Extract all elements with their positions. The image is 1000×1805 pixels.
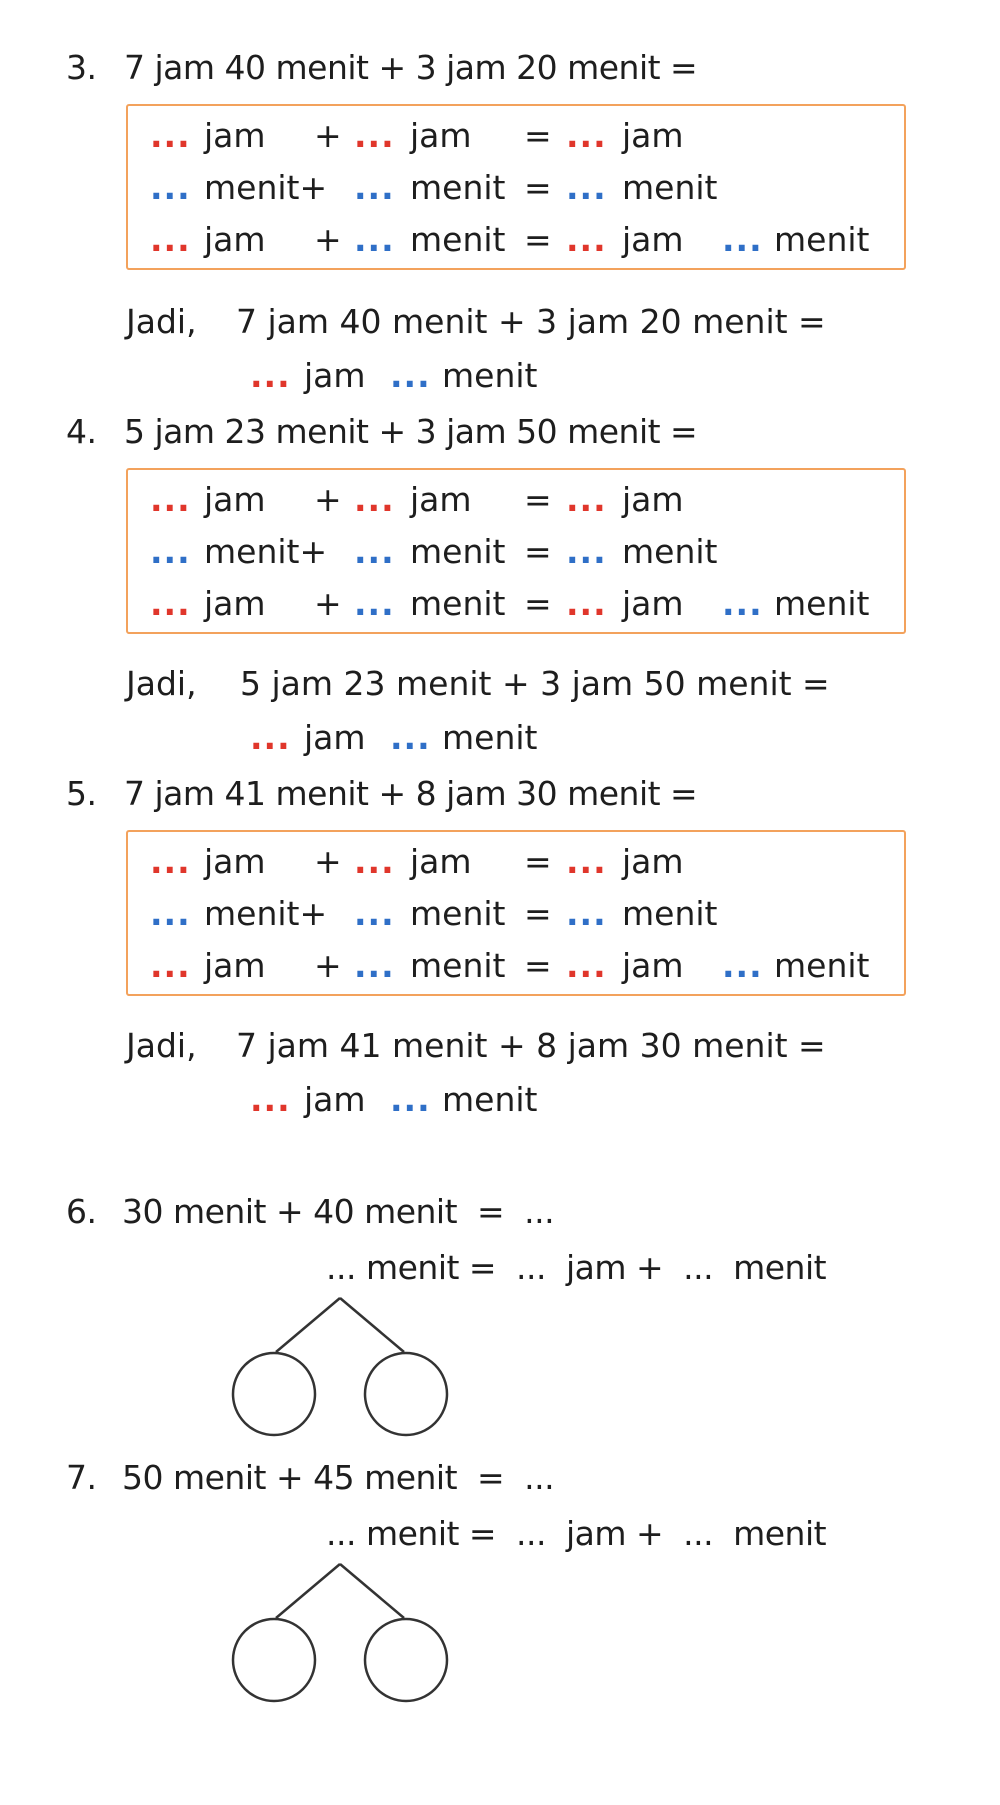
op-plus: + xyxy=(314,842,342,881)
blank-blue[interactable]: ... xyxy=(566,168,607,207)
blank-red[interactable]: ... xyxy=(566,480,607,519)
jadi-label: Jadi, xyxy=(126,1026,197,1065)
blank-blue[interactable]: ... xyxy=(354,946,395,985)
op-plus: + xyxy=(314,116,342,155)
unit-label: menit+ xyxy=(204,894,328,933)
problem-expression: 30 menit + 40 menit = ... xyxy=(122,1192,555,1231)
blank-blue[interactable]: ... xyxy=(566,532,607,571)
jadi-label: Jadi, xyxy=(126,302,197,341)
blank-red[interactable]: ... xyxy=(566,116,607,155)
blank-red[interactable]: ... xyxy=(566,584,607,623)
blank-blue[interactable]: ... xyxy=(150,894,191,933)
blank-red[interactable]: ... xyxy=(250,356,291,395)
unit-label: menit+ xyxy=(204,532,328,571)
unit-label: jam xyxy=(622,116,684,155)
result-row xyxy=(128,584,904,630)
answer-line xyxy=(250,1080,650,1124)
unit-label: jam xyxy=(304,1080,366,1119)
unit-label: jam xyxy=(204,480,266,519)
blank-red[interactable]: ... xyxy=(566,946,607,985)
bond-line-left xyxy=(276,1298,340,1352)
unit-label: jam xyxy=(622,946,684,985)
unit-label: menit xyxy=(410,168,506,207)
blank-blue[interactable]: ... xyxy=(390,356,431,395)
op-plus: + xyxy=(314,946,342,985)
blank-blue[interactable]: ... xyxy=(722,946,763,985)
unit-label: jam xyxy=(410,480,472,519)
op-equals: = xyxy=(524,220,552,259)
op-plus: + xyxy=(314,220,342,259)
blank-red[interactable]: ... xyxy=(354,116,395,155)
unit-label: menit xyxy=(442,1080,538,1119)
unit-label: menit xyxy=(622,168,718,207)
unit-label: menit xyxy=(442,356,538,395)
unit-label: menit xyxy=(410,532,506,571)
unit-label: jam xyxy=(410,116,472,155)
op-equals: = xyxy=(524,480,552,519)
unit-label: jam xyxy=(204,116,266,155)
blank-red[interactable]: ... xyxy=(150,842,191,881)
blank-blue[interactable]: ... xyxy=(354,220,395,259)
number-bond-diagram xyxy=(220,1562,460,1712)
work-box xyxy=(126,468,906,634)
bond-line-right xyxy=(340,1298,404,1352)
jam-row xyxy=(128,480,904,526)
number-bond-diagram xyxy=(220,1296,460,1446)
op-plus: + xyxy=(314,584,342,623)
blank-red[interactable]: ... xyxy=(150,480,191,519)
unit-label: jam xyxy=(304,718,366,757)
unit-label: menit xyxy=(774,584,870,623)
menit-row xyxy=(128,894,904,940)
blank-blue[interactable]: ... xyxy=(354,894,395,933)
menit-row xyxy=(128,532,904,578)
op-equals: = xyxy=(524,946,552,985)
bond-circle-left xyxy=(233,1619,315,1701)
jam-row xyxy=(128,842,904,888)
unit-label: menit xyxy=(410,584,506,623)
unit-label: jam xyxy=(622,220,684,259)
blank-red[interactable]: ... xyxy=(150,220,191,259)
bond-circle-right xyxy=(365,1353,447,1435)
bond-circle-right xyxy=(365,1619,447,1701)
conversion-line: ... menit = ... jam + ... menit xyxy=(326,1248,827,1287)
result-row xyxy=(128,946,904,992)
blank-red[interactable]: ... xyxy=(566,220,607,259)
unit-label: menit xyxy=(774,946,870,985)
blank-red[interactable]: ... xyxy=(150,116,191,155)
blank-blue[interactable]: ... xyxy=(722,584,763,623)
op-equals: = xyxy=(524,584,552,623)
bond-circle-left xyxy=(233,1353,315,1435)
blank-blue[interactable]: ... xyxy=(390,718,431,757)
result-row xyxy=(128,220,904,266)
blank-blue[interactable]: ... xyxy=(566,894,607,933)
unit-label: jam xyxy=(304,356,366,395)
op-equals: = xyxy=(524,842,552,881)
blank-red[interactable]: ... xyxy=(250,718,291,757)
conversion-line: ... menit = ... jam + ... menit xyxy=(326,1514,827,1553)
answer-line xyxy=(250,356,650,400)
unit-label: menit xyxy=(622,532,718,571)
blank-red[interactable]: ... xyxy=(566,842,607,881)
jadi-expression: 5 jam 23 menit + 3 jam 50 menit = xyxy=(240,664,830,703)
work-box xyxy=(126,104,906,270)
unit-label: jam xyxy=(410,842,472,881)
op-equals: = xyxy=(524,116,552,155)
bond-line-right xyxy=(340,1564,404,1618)
unit-label: menit xyxy=(622,894,718,933)
unit-label: jam xyxy=(622,584,684,623)
unit-label: menit xyxy=(442,718,538,757)
work-box xyxy=(126,830,906,996)
unit-label: menit xyxy=(410,894,506,933)
unit-label: jam xyxy=(204,584,266,623)
problem-expression: 7 jam 41 menit + 8 jam 30 menit = xyxy=(124,774,698,813)
op-equals: = xyxy=(524,168,552,207)
problem-expression: 5 jam 23 menit + 3 jam 50 menit = xyxy=(124,412,698,451)
unit-label: jam xyxy=(622,842,684,881)
blank-red[interactable]: ... xyxy=(150,946,191,985)
unit-label: jam xyxy=(622,480,684,519)
unit-label: menit+ xyxy=(204,168,328,207)
op-equals: = xyxy=(524,894,552,933)
blank-blue[interactable]: ... xyxy=(722,220,763,259)
blank-red[interactable]: ... xyxy=(150,584,191,623)
blank-blue[interactable]: ... xyxy=(354,532,395,571)
blank-red[interactable]: ... xyxy=(354,480,395,519)
problem-expression: 50 menit + 45 menit = ... xyxy=(122,1458,555,1497)
problem-number: 5. xyxy=(66,774,97,813)
blank-red[interactable]: ... xyxy=(250,1080,291,1119)
unit-label: menit xyxy=(410,946,506,985)
unit-label: jam xyxy=(204,842,266,881)
problem-number: 6. xyxy=(66,1192,97,1231)
unit-label: jam xyxy=(204,946,266,985)
op-equals: = xyxy=(524,532,552,571)
answer-line xyxy=(250,718,650,762)
blank-red[interactable]: ... xyxy=(354,842,395,881)
blank-blue[interactable]: ... xyxy=(390,1080,431,1119)
blank-blue[interactable]: ... xyxy=(354,168,395,207)
unit-label: menit xyxy=(410,220,506,259)
jam-row xyxy=(128,116,904,162)
op-plus: + xyxy=(314,480,342,519)
blank-blue[interactable]: ... xyxy=(150,532,191,571)
problem-number: 4. xyxy=(66,412,97,451)
jadi-expression: 7 jam 40 menit + 3 jam 20 menit = xyxy=(236,302,826,341)
menit-row xyxy=(128,168,904,214)
unit-label: menit xyxy=(774,220,870,259)
problem-number: 7. xyxy=(66,1458,97,1497)
blank-blue[interactable]: ... xyxy=(150,168,191,207)
jadi-label: Jadi, xyxy=(126,664,197,703)
unit-label: jam xyxy=(204,220,266,259)
problem-number: 3. xyxy=(66,48,97,87)
bond-line-left xyxy=(276,1564,340,1618)
jadi-expression: 7 jam 41 menit + 8 jam 30 menit = xyxy=(236,1026,826,1065)
blank-blue[interactable]: ... xyxy=(354,584,395,623)
problem-expression: 7 jam 40 menit + 3 jam 20 menit = xyxy=(124,48,698,87)
